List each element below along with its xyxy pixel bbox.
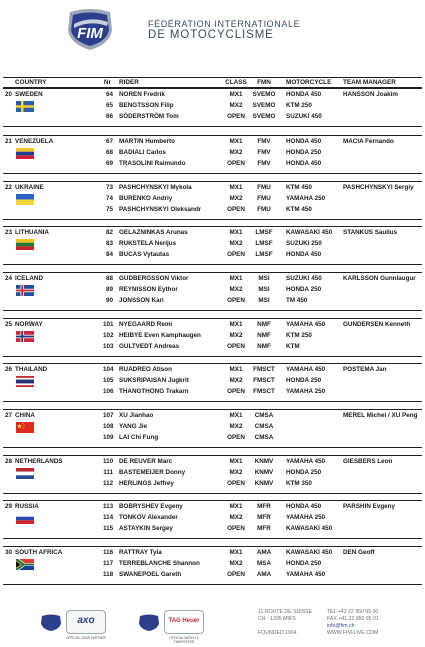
rider-motorcycle: YAMAHA 450 bbox=[286, 321, 326, 328]
rider-class: MX2 bbox=[229, 102, 243, 109]
rider-class: OPEN bbox=[227, 113, 245, 120]
team-manager: GIESBERS Leon bbox=[343, 458, 393, 465]
rider-class: MX2 bbox=[229, 514, 243, 521]
rider-class: MX1 bbox=[229, 458, 243, 465]
rider-motorcycle: HONDA 450 bbox=[286, 160, 322, 167]
rider-class: MX2 bbox=[229, 423, 243, 430]
table-row bbox=[3, 478, 422, 489]
rider-number: 113 bbox=[103, 503, 114, 510]
header-nr: Nr bbox=[103, 79, 111, 86]
rider-fmn: FMV bbox=[257, 149, 271, 156]
sponsor2-name: TAG Heuer bbox=[168, 618, 200, 624]
rider-motorcycle: KTM 250 bbox=[286, 102, 312, 109]
rider-number: 84 bbox=[105, 251, 113, 258]
rider-name: XU Jianhao bbox=[119, 412, 154, 419]
rider-class: OPEN bbox=[227, 251, 245, 258]
table-row bbox=[3, 375, 422, 386]
rider-motorcycle: TM 450 bbox=[286, 297, 308, 304]
rider-number: 101 bbox=[103, 321, 114, 328]
rider-name: REYNISSON Eythor bbox=[119, 286, 178, 293]
rider-motorcycle: KTM 350 bbox=[286, 480, 312, 487]
country-name: SWEDEN bbox=[15, 91, 43, 98]
team-manager: MEREL Michel / XU Peng bbox=[343, 412, 418, 419]
rider-number: 82 bbox=[105, 229, 113, 236]
rider-fmn: FMU bbox=[257, 206, 271, 213]
address-line2: CH - 1295 MIES bbox=[258, 616, 296, 622]
fim-badge-icon bbox=[138, 614, 160, 632]
team-number: 23 bbox=[5, 229, 13, 236]
table-row bbox=[3, 456, 422, 467]
rider-class: MX2 bbox=[229, 195, 243, 202]
rider-fmn: CMSA bbox=[254, 412, 274, 419]
country-name: NORWAY bbox=[15, 321, 43, 328]
rider-fmn: SVEMO bbox=[252, 91, 276, 98]
rider-motorcycle: SUZUKI 450 bbox=[286, 275, 322, 282]
org-name-line1: FÉDÉRATION INTERNATIONALE bbox=[148, 19, 301, 29]
rider-fmn: FMU bbox=[257, 195, 271, 202]
rider-name: SUKSRIPAISAN Jugkrit bbox=[119, 377, 189, 384]
team-group bbox=[3, 272, 422, 311]
rider-fmn: NMF bbox=[257, 343, 271, 350]
team-group bbox=[3, 363, 422, 402]
team-manager: DEN Geoff bbox=[343, 549, 375, 556]
rider-number: 66 bbox=[105, 113, 113, 120]
rider-class: MX2 bbox=[229, 560, 243, 567]
fax: FAX +41 22 950 95 01 bbox=[327, 616, 379, 622]
rider-class: OPEN bbox=[227, 206, 245, 213]
rider-name: RATTRAY Tyla bbox=[119, 549, 162, 556]
rider-class: MX2 bbox=[229, 149, 243, 156]
table-row bbox=[3, 204, 422, 215]
team-group bbox=[3, 181, 422, 220]
sponsor-tagheuer bbox=[138, 610, 228, 644]
rider-number: 83 bbox=[105, 240, 113, 247]
rider-fmn: FMV bbox=[257, 160, 271, 167]
header-fmn: FMN bbox=[257, 79, 271, 86]
rider-number: 116 bbox=[103, 549, 114, 556]
rider-fmn: LMSF bbox=[255, 251, 273, 258]
rider-name: HEIBYE Even Kamphaugen bbox=[119, 332, 201, 339]
rider-name: YANG Jie bbox=[119, 423, 148, 430]
country-name: VENEZUELA bbox=[15, 138, 54, 145]
country-name: LITHUANIA bbox=[15, 229, 49, 236]
table-row bbox=[3, 501, 422, 512]
rider-number: 104 bbox=[103, 366, 114, 373]
rider-motorcycle: HONDA 250 bbox=[286, 377, 322, 384]
rider-class: OPEN bbox=[227, 434, 245, 441]
country-name: CHINA bbox=[15, 412, 35, 419]
team-group bbox=[3, 500, 422, 539]
rider-motorcycle: HONDA 450 bbox=[286, 251, 322, 258]
rider-motorcycle: SUZUKI 250 bbox=[286, 240, 322, 247]
table-row bbox=[3, 319, 422, 330]
fim-logo bbox=[64, 8, 116, 52]
rider-name: DE REUVER Marc bbox=[119, 458, 173, 465]
table-row bbox=[3, 295, 422, 306]
rider-motorcycle: YAMAHA 450 bbox=[286, 571, 326, 578]
rider-fmn: MFR bbox=[257, 503, 271, 510]
rider-fmn: MSI bbox=[258, 275, 270, 282]
header-country: COUNTRY bbox=[15, 79, 47, 86]
rider-number: 75 bbox=[105, 206, 113, 213]
team-number: 22 bbox=[5, 184, 13, 191]
team-roster-table bbox=[3, 77, 422, 578]
rider-fmn: LMSF bbox=[255, 229, 273, 236]
rider-name: PASHCHYNSKYI Mykola bbox=[119, 184, 192, 191]
team-number: 25 bbox=[5, 321, 13, 328]
telephone: TEL +41 22 950 95 00 bbox=[327, 609, 379, 615]
rider-number: 74 bbox=[105, 195, 113, 202]
logo-text: FIM bbox=[77, 25, 103, 42]
rider-name: GULTVEDT Andreas bbox=[119, 343, 180, 350]
rider-fmn: SVEMO bbox=[252, 102, 276, 109]
table-row bbox=[3, 467, 422, 478]
team-manager: KARLSSON Gunnlaugur bbox=[343, 275, 416, 282]
team-manager: MACIA Fernando bbox=[343, 138, 394, 145]
rider-fmn: SVEMO bbox=[252, 113, 276, 120]
rider-fmn: MSI bbox=[258, 297, 270, 304]
sponsor1-name: axo bbox=[77, 615, 95, 626]
rider-fmn: AMA bbox=[256, 549, 272, 556]
rider-number: 111 bbox=[103, 469, 113, 476]
table-row bbox=[3, 147, 422, 158]
rider-motorcycle: SUZUKI 450 bbox=[286, 113, 322, 120]
country-name: NETHERLANDS bbox=[15, 458, 63, 465]
rider-motorcycle: KTM 250 bbox=[286, 332, 312, 339]
rider-class: OPEN bbox=[227, 297, 245, 304]
table-row bbox=[3, 249, 422, 260]
rider-motorcycle: YAMAHA 450 bbox=[286, 458, 326, 465]
table-row bbox=[3, 227, 422, 238]
table-row bbox=[3, 111, 422, 122]
team-group bbox=[3, 455, 422, 494]
team-group bbox=[3, 546, 422, 585]
table-row bbox=[3, 182, 422, 193]
table-row bbox=[3, 158, 422, 169]
rider-number: 112 bbox=[103, 480, 114, 487]
rider-motorcycle: HONDA 450 bbox=[286, 91, 322, 98]
rider-class: OPEN bbox=[227, 480, 245, 487]
rider-motorcycle: KAWASAKI 450 bbox=[286, 525, 333, 532]
table-row bbox=[3, 547, 422, 558]
rider-fmn: AMA bbox=[256, 571, 272, 578]
sponsor-axo bbox=[40, 610, 130, 640]
rider-number: 117 bbox=[103, 560, 114, 567]
rider-class: MX1 bbox=[229, 184, 243, 191]
rider-number: 110 bbox=[103, 458, 114, 465]
team-number: 24 bbox=[5, 275, 13, 282]
rider-name: GELAZNINKAS Arunas bbox=[119, 229, 188, 236]
rider-name: NYEGAARD Remi bbox=[119, 321, 173, 328]
team-group bbox=[3, 226, 422, 265]
rider-class: MX1 bbox=[229, 229, 243, 236]
rider-number: 105 bbox=[103, 377, 114, 384]
team-number: 20 bbox=[5, 91, 13, 98]
team-number: 27 bbox=[5, 412, 13, 419]
country-name: SOUTH AFRICA bbox=[15, 549, 63, 556]
rider-name: GUDBERGSSON Viktor bbox=[119, 275, 189, 282]
table-row bbox=[3, 558, 422, 569]
rider-motorcycle: YAMAHA 250 bbox=[286, 388, 326, 395]
team-manager: PASHCHYNSKYI Sergiy bbox=[343, 184, 414, 191]
table-row bbox=[3, 364, 422, 375]
rider-class: OPEN bbox=[227, 343, 245, 350]
rider-name: TRASOLINI Raimundo bbox=[119, 160, 186, 167]
rider-number: 118 bbox=[103, 571, 114, 578]
rider-fmn: FMV bbox=[257, 138, 271, 145]
footer bbox=[0, 606, 425, 647]
header-class: CLASS bbox=[225, 79, 247, 86]
rider-name: RUKSTELA Nerijus bbox=[119, 240, 177, 247]
rider-fmn: NMF bbox=[257, 332, 271, 339]
team-manager: GUNDERSEN Kenneth bbox=[343, 321, 411, 328]
rider-class: MX1 bbox=[229, 366, 243, 373]
team-number: 29 bbox=[5, 503, 13, 510]
team-group bbox=[3, 409, 422, 448]
rider-name: RUADREO Atison bbox=[119, 366, 172, 373]
rider-class: MX1 bbox=[229, 321, 243, 328]
fim-badge-icon bbox=[40, 614, 62, 632]
rider-fmn: MFR bbox=[257, 525, 271, 532]
rider-fmn: FMSCT bbox=[253, 366, 275, 373]
rider-number: 88 bbox=[105, 275, 113, 282]
rider-number: 89 bbox=[105, 286, 113, 293]
country-name: ICELAND bbox=[15, 275, 43, 282]
rider-number: 115 bbox=[103, 525, 114, 532]
header-team-manager: TEAM MANAGER bbox=[343, 79, 396, 86]
team-number: 26 bbox=[5, 366, 13, 373]
sponsor2-tagline: OFFICIAL WATCH & TIMEKEEPER bbox=[169, 636, 199, 644]
rider-class: MX2 bbox=[229, 469, 243, 476]
rider-class: OPEN bbox=[227, 525, 245, 532]
table-row bbox=[3, 193, 422, 204]
table-row bbox=[3, 136, 422, 147]
rider-number: 109 bbox=[103, 434, 114, 441]
email-link[interactable]: info@fim.ch bbox=[327, 623, 355, 629]
rider-name: ASTAYKIN Sergey bbox=[119, 525, 173, 532]
rider-number: 103 bbox=[103, 343, 114, 350]
rider-fmn: MFR bbox=[257, 514, 271, 521]
rider-motorcycle: KTM bbox=[286, 343, 300, 350]
rider-class: OPEN bbox=[227, 160, 245, 167]
rider-class: OPEN bbox=[227, 571, 245, 578]
table-row bbox=[3, 386, 422, 397]
rider-name: PASHCHYNSKYI Oleksandr bbox=[119, 206, 202, 213]
rider-number: 90 bbox=[105, 297, 113, 304]
rider-motorcycle: YAMAHA 450 bbox=[286, 366, 326, 373]
table-row bbox=[3, 100, 422, 111]
rider-number: 65 bbox=[105, 102, 113, 109]
rider-name: BASTEMEIJER Donny bbox=[119, 469, 186, 476]
rider-number: 102 bbox=[103, 332, 114, 339]
rider-fmn: CMSA bbox=[254, 423, 274, 430]
table-row bbox=[3, 410, 422, 421]
rider-name: BOBRYSHEV Evgeny bbox=[119, 503, 183, 510]
rider-number: 69 bbox=[105, 160, 113, 167]
team-manager: STANKUS Saulius bbox=[343, 229, 398, 236]
rider-number: 114 bbox=[103, 514, 114, 521]
team-group bbox=[3, 88, 422, 127]
rider-name: TERREBLANCHE Shannon bbox=[119, 560, 200, 567]
rider-name: MARTIN Humberto bbox=[119, 138, 175, 145]
rider-fmn: KNMV bbox=[254, 469, 274, 476]
rider-name: BENGTSSON Filip bbox=[119, 102, 174, 109]
rider-class: MX2 bbox=[229, 240, 243, 247]
rider-number: 64 bbox=[105, 91, 113, 98]
rider-motorcycle: KTM 450 bbox=[286, 184, 312, 191]
rider-motorcycle: HONDA 250 bbox=[286, 286, 322, 293]
rider-motorcycle: KAWASAKI 450 bbox=[286, 549, 333, 556]
table-header bbox=[3, 77, 422, 88]
rider-class: OPEN bbox=[227, 388, 245, 395]
rider-fmn: FMSCT bbox=[253, 388, 275, 395]
rider-motorcycle: HONDA 250 bbox=[286, 469, 322, 476]
rider-class: MX1 bbox=[229, 138, 243, 145]
rider-class: MX1 bbox=[229, 275, 243, 282]
table-row bbox=[3, 569, 422, 580]
rider-motorcycle: KTM 450 bbox=[286, 206, 312, 213]
rider-fmn: NMF bbox=[257, 321, 271, 328]
rider-name: HERLINGS Jeffrey bbox=[119, 480, 174, 487]
rider-name: THANGTHONG Trakarn bbox=[119, 388, 189, 395]
team-manager: POSTEMA Jan bbox=[343, 366, 387, 373]
rider-name: TONKOV Alexander bbox=[119, 514, 178, 521]
rider-fmn: LMSF bbox=[255, 240, 273, 247]
rider-motorcycle: YAMAHA 250 bbox=[286, 195, 326, 202]
rider-name: BURENKO Andriy bbox=[119, 195, 173, 202]
rider-number: 106 bbox=[103, 388, 114, 395]
rider-motorcycle: HONDA 250 bbox=[286, 560, 322, 567]
rider-fmn: KNMV bbox=[254, 480, 274, 487]
table-row bbox=[3, 432, 422, 443]
table-row bbox=[3, 421, 422, 432]
rider-number: 67 bbox=[105, 138, 113, 145]
table-row bbox=[3, 341, 422, 352]
rider-motorcycle: HONDA 250 bbox=[286, 149, 322, 156]
rider-fmn: MSA bbox=[257, 560, 271, 567]
letterhead bbox=[0, 0, 425, 68]
rider-name: BUCAS Vytautas bbox=[119, 251, 170, 258]
rider-class: MX2 bbox=[229, 332, 243, 339]
rider-number: 68 bbox=[105, 149, 113, 156]
team-number: 28 bbox=[5, 458, 13, 465]
org-name-line2: DE MOTOCYCLISME bbox=[148, 29, 274, 41]
rider-motorcycle: HONDA 450 bbox=[286, 138, 322, 145]
rider-name: JONSSON Kari bbox=[119, 297, 164, 304]
rider-number: 73 bbox=[105, 184, 113, 191]
rider-name: SWANEPOEL Gareth bbox=[119, 571, 182, 578]
table-row bbox=[3, 89, 422, 100]
address-line1: 11 ROUTE DE SUISSE bbox=[258, 609, 313, 615]
rider-class: MX1 bbox=[229, 549, 243, 556]
rider-number: 107 bbox=[103, 412, 114, 419]
table-row bbox=[3, 330, 422, 341]
rider-name: BADIALI Carlos bbox=[119, 149, 166, 156]
table-row bbox=[3, 284, 422, 295]
team-number: 21 bbox=[5, 138, 13, 145]
table-row bbox=[3, 273, 422, 284]
country-name: UKRAINE bbox=[15, 184, 44, 191]
table-row bbox=[3, 512, 422, 523]
rider-class: MX1 bbox=[229, 412, 243, 419]
team-manager: PARSHIN Evgeny bbox=[343, 503, 396, 510]
team-number: 30 bbox=[5, 549, 13, 556]
rider-class: MX1 bbox=[229, 91, 243, 98]
founded: FOUNDED 1904 bbox=[258, 630, 297, 636]
rider-name: NOREN Fredrik bbox=[119, 91, 165, 98]
header-rider: RIDER bbox=[119, 79, 139, 86]
rider-fmn: FMSCT bbox=[253, 377, 275, 384]
rider-class: MX2 bbox=[229, 377, 243, 384]
rider-fmn: KNMV bbox=[254, 458, 274, 465]
rider-class: MX1 bbox=[229, 503, 243, 510]
rider-fmn: CMSA bbox=[254, 434, 274, 441]
rider-motorcycle: HONDA 450 bbox=[286, 503, 322, 510]
table-row bbox=[3, 238, 422, 249]
team-group bbox=[3, 318, 422, 357]
rider-fmn: FMU bbox=[257, 184, 271, 191]
website-link[interactable]: WWW.FIM-LIVE.COM bbox=[327, 630, 379, 636]
country-name: RUSSIA bbox=[15, 503, 39, 510]
rider-name: SÖDERSTRÖM Tom bbox=[119, 113, 179, 120]
rider-motorcycle: YAMAHA 250 bbox=[286, 514, 326, 521]
country-name: THAILAND bbox=[15, 366, 48, 373]
header-motorcycle: MOTORCYCLE bbox=[286, 79, 332, 86]
rider-name: LAI Chi Fung bbox=[119, 434, 159, 441]
sponsor1-tagline: OFFICIAL GEAR PARTNER bbox=[66, 636, 106, 640]
rider-fmn: MSI bbox=[258, 286, 270, 293]
team-manager: HANSSON Joakim bbox=[343, 91, 398, 98]
team-group bbox=[3, 135, 422, 174]
rider-number: 108 bbox=[103, 423, 114, 430]
rider-class: MX2 bbox=[229, 286, 243, 293]
table-row bbox=[3, 523, 422, 534]
rider-motorcycle: KAWASAKI 450 bbox=[286, 229, 333, 236]
